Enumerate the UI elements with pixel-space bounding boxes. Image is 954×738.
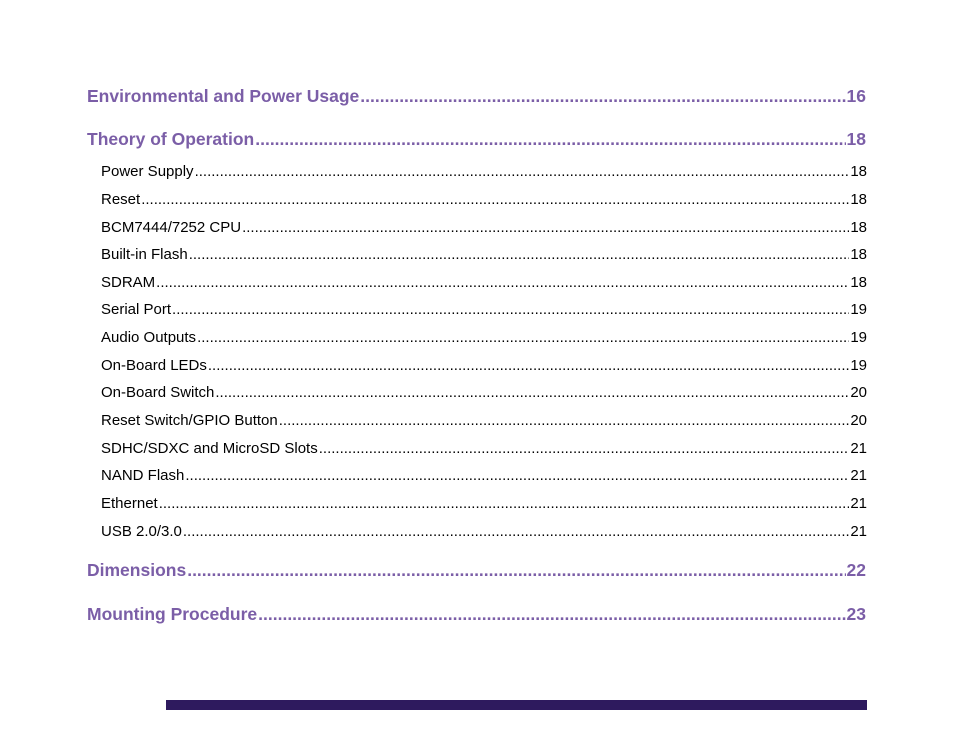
toc-entry-ethernet[interactable] <box>101 495 867 512</box>
toc-entry-power-supply[interactable] <box>101 163 867 180</box>
toc-entry-title: BCM7444/7252 CPU <box>101 219 242 236</box>
toc-entry-reset-switch-gpio[interactable] <box>101 412 867 429</box>
toc-entry-environmental-power-usage[interactable] <box>87 86 866 107</box>
toc-entry-cpu[interactable] <box>101 219 867 236</box>
toc-entry-title: USB 2.0/3.0 <box>101 523 182 540</box>
toc-entry-page: 18 <box>850 163 867 180</box>
toc-entry-title: Power Supply <box>101 163 194 180</box>
dot-leader <box>159 495 850 512</box>
toc-entry-page: 21 <box>850 523 867 540</box>
toc-entry-on-board-switch[interactable] <box>101 384 867 401</box>
dot-leader <box>208 357 849 374</box>
toc-entry-mounting-procedure[interactable] <box>87 604 866 625</box>
toc-entry-page: 18 <box>850 274 867 291</box>
toc-entry-page: 19 <box>850 301 867 318</box>
dot-leader <box>258 604 845 625</box>
toc-entry-page: 19 <box>850 329 867 346</box>
toc-entry-page: 22 <box>846 560 866 580</box>
toc-entry-title: Reset <box>101 191 141 208</box>
dot-leader <box>242 219 849 236</box>
toc-entry-page: 16 <box>846 86 866 106</box>
toc-entry-title: Ethernet <box>101 495 158 512</box>
toc-entry-page: 23 <box>846 604 866 624</box>
toc-entry-title: SDRAM <box>101 274 156 291</box>
toc-entry-page: 18 <box>850 246 867 263</box>
toc-entry-built-in-flash[interactable] <box>101 246 867 263</box>
dot-leader <box>197 329 849 346</box>
dot-leader <box>156 274 849 291</box>
toc-entry-title: Reset Switch/GPIO Button <box>101 412 278 429</box>
dot-leader <box>255 129 845 150</box>
toc-entry-on-board-leds[interactable] <box>101 357 867 374</box>
toc-entry-page: 21 <box>850 440 867 457</box>
dot-leader <box>141 191 849 208</box>
toc-entry-page: 21 <box>850 495 867 512</box>
dot-leader <box>185 467 849 484</box>
toc-entry-nand-flash[interactable] <box>101 467 867 484</box>
dot-leader <box>189 246 850 263</box>
toc-entry-page: 21 <box>850 467 867 484</box>
toc-entry-theory-of-operation[interactable] <box>87 129 866 150</box>
dot-leader <box>183 523 849 540</box>
toc-entry-title: On-Board LEDs <box>101 357 207 374</box>
toc-entry-title: Built-in Flash <box>101 246 188 263</box>
toc-entry-title: SDHC/SDXC and MicroSD Slots <box>101 440 318 457</box>
dot-leader <box>279 412 850 429</box>
toc-entry-audio-outputs[interactable] <box>101 329 867 346</box>
toc-entry-page: 20 <box>850 412 867 429</box>
toc-entry-page: 20 <box>850 384 867 401</box>
toc-entry-title: Environmental and Power Usage <box>87 86 360 106</box>
dot-leader <box>172 301 849 318</box>
toc-entry-page: 18 <box>846 129 866 149</box>
toc-entry-title: On-Board Switch <box>101 384 215 401</box>
dot-leader <box>319 440 850 457</box>
footer-rule <box>166 700 867 710</box>
toc-entry-sdhc-microsd-slots[interactable] <box>101 440 867 457</box>
toc-entry-page: 18 <box>850 191 867 208</box>
toc-entry-page: 18 <box>850 219 867 236</box>
toc-entry-usb[interactable] <box>101 523 867 540</box>
toc-entry-dimensions[interactable] <box>87 560 866 581</box>
toc-entry-title: Serial Port <box>101 301 172 318</box>
table-of-contents <box>87 0 867 738</box>
toc-entry-page: 19 <box>850 357 867 374</box>
toc-entry-title: Mounting Procedure <box>87 604 258 624</box>
dot-leader <box>360 86 845 107</box>
toc-entry-reset[interactable] <box>101 191 867 208</box>
toc-entry-title: NAND Flash <box>101 467 185 484</box>
toc-entry-sdram[interactable] <box>101 274 867 291</box>
toc-entry-title: Dimensions <box>87 560 187 580</box>
toc-entry-title: Audio Outputs <box>101 329 197 346</box>
dot-leader <box>215 384 849 401</box>
dot-leader <box>195 163 850 180</box>
toc-entry-title: Theory of Operation <box>87 129 255 149</box>
dot-leader <box>187 560 845 581</box>
toc-entry-serial-port[interactable] <box>101 301 867 318</box>
